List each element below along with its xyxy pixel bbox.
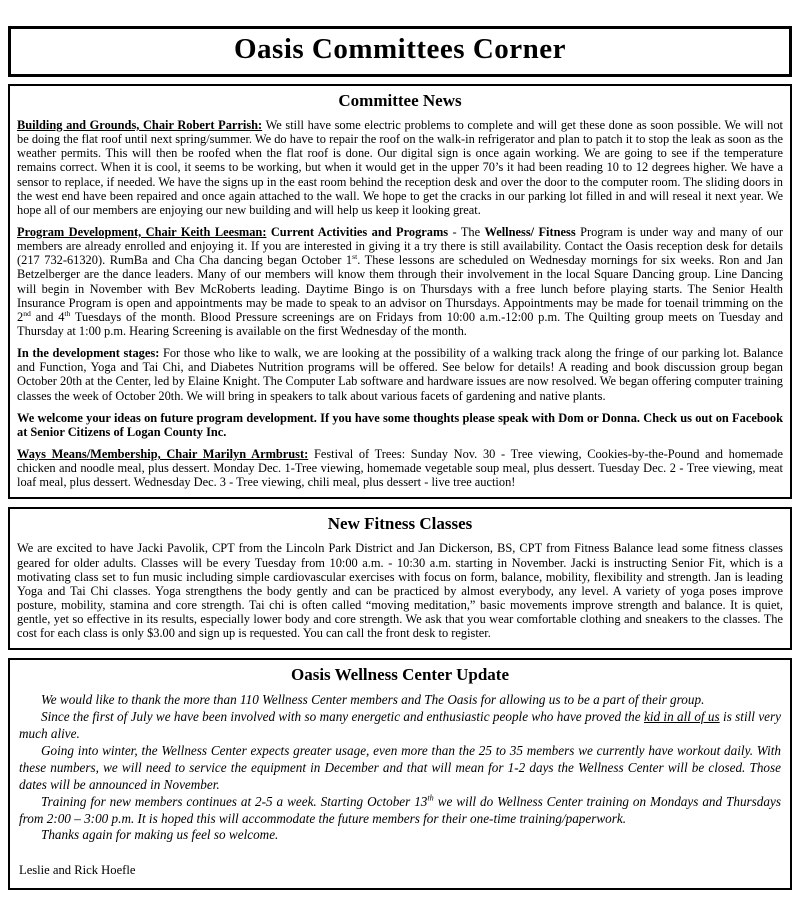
signature: Leslie and Rick Hoefle [19,863,136,878]
wellness-para-since-july: Since the first of July we have been involved with so many energetic and enthusiastic people who have proved the kid in all of us is still very much alive. [19,709,782,742]
para-development-stages: In the development stages: For those who like to walk, we are looking at the possibility of a walking track along the fringe of our parking lot. Balance and Function, Yoga and Tai Chi, and Diabetes Nutrition programs will be offered. See below for details! A reading and book discussion group began October 20th at the Center, led by Elaine Knight. The Computer Lab software and hardware issues are now resolved. We began offering computer training classes the week of October 20th. We will bring in speakers to talk about various facets of gardening and native plants. [17,346,784,403]
section-new-fitness-classes [8,507,792,650]
wellness-para-training: Training for new members continues at 2-5 a week. Starting October 13th we will do Wellness Center training on Mondays and Thursdays from 2:00 – 3:00 p.m. It is hoped this will accommodate the future members for their one-time training/paperwork. [19,793,781,826]
wellness-para-thanks-again: Thanks again for making us feel so welcome. [41,827,279,843]
page-title: Oasis Committees Corner [233,33,567,65]
wellness-para-thank-you: We would like to thank the more than 110 Wellness Center members and The Oasis for allowing us to be a part of their group. [41,692,705,708]
committee-news-heading: Committee News [338,91,462,110]
section-wellness-center-update [8,658,792,890]
section-committee-news [8,84,792,499]
fitness-heading: New Fitness Classes [327,514,473,534]
para-ways-means-membership: Ways Means/Membership, Chair Marilyn Armbrust: Festival of Trees: Sunday Nov. 30 - Tree viewing, Cookies-by-the-Pound and homemade chicken and noodle meal, plus dessert. Monday Dec. 1-Tree viewing, homemade vegetable soup meal, plus dessert. Tuesday Dec. 2 - Tree viewing, meat loaf meal, plus dessert. Wednesday Dec. 3 - Tree viewing, chili meal, plus dessert - live tree auction! [17,446,783,490]
para-program-development: Program Development, Chair Keith Leesman: Current Activities and Programs - The Wellness/ Fitness Program is under way and many of our members are already enrolled and enjoying it. If you are interested in giving it a try there is still availability. Contact the Oasis reception desk for details (217 732-61320). RumBa and Cha Cha dancing began October 1st. These lessons are scheduled on Wednesday mornings for six weeks. Ron and Jan Betzelberger are the dance leaders. Many of our members will know them through their involvement in the local Square Dancing group. Line Dancing will begin in November with Bev McRoberts leading. Daytime Bingo is on Thursdays with a free lunch before playing starts. The Senior Health Insurance Program is open and appointments may be made to speak to an advisor on Thursdays. Appointments may be made for toenail trimming on the 2nd and 4th Tuesdays of the month. Blood Pressure screenings are on Fridays from 10:00 a.m.-12:00 p.m. The Quilting group meets on Tuesday and Thursday at 1:00 p.m. Hearing Screening is available on the first Wednesday of the month. [17,224,783,338]
para-welcome-ideas: We welcome your ideas on future program development. If you have some thoughts please speak with Dom or Donna. Check us out on Facebook at Senior Citizens of Logan County Inc. [17,410,783,439]
masthead [8,26,792,77]
para-building-and-grounds: Building and Grounds, Chair Robert Parrish: We still have some electric problems to complete and will get these done as soon possible. We will not be doing the flat roof until next spring/summer. We do have to repair the roof on the walk-in refrigerator and plan to patch it to stop the leak as soon as the weather permits. This will then be roofed when the flat roof is done. Our digital sign is once again working. We are going to see if the temperature remains correct. When it is cool, it seems to be working, but when it would get in the upper 70’s it had been reading 10 to 12 degrees higher. We have a sensor to replace, if needed. We have the signs up in the east room behind the reception desk and over the door to the computer room. The sliding doors in the west end have been repaired and once again attached to the wall. We hope to get the cracks in our parking lot filled in and will reseal it next year. We hope all of our members are enjoying our new building and will help us keep it looking great. [17,118,783,217]
para-fitness-classes: We are excited to have Jacki Pavolik, CPT from the Lincoln Park District and Jan Dickerson, BS, CPT from Fitness Balance lead some fitness classes geared for older adults. Classes will be every Tuesday from 10:00 a.m. - 10:30 a.m. starting in November. Jacki is instructing Senior Fit, which is a motivating class set to fun music including simple cardiovascular exercises with focus on form, balance, mobility, flexibility and strength. Jan is leading Yoga and Tai Chi classes. Yoga strengthens the body gently and can be practiced by almost everybody, any level. A variety of yoga poses improve posture, mobility, stamina and core strength. Tai chi is often called “moving meditation,” basic movements improve strength and balance. It is quiet, gentle, yet so effective in its results, especially lower body and core strength. We ask that you wear comfortable clothing and sneakers to the classes. The cost for each class is only $3.00 and sign up is requested. You can call the front desk to register. [17,541,783,641]
wellness-heading: Oasis Wellness Center Update [290,665,510,685]
wellness-para-going-into-winter: Going into winter, the Wellness Center expects greater usage, even more than the 25 to 35 members we currently have workout daily. With these numbers, we will need to service the equipment in December and that will mean for 1-2 days the Wellness Center will be closed. Those dates will be announced in November. [19,743,781,792]
